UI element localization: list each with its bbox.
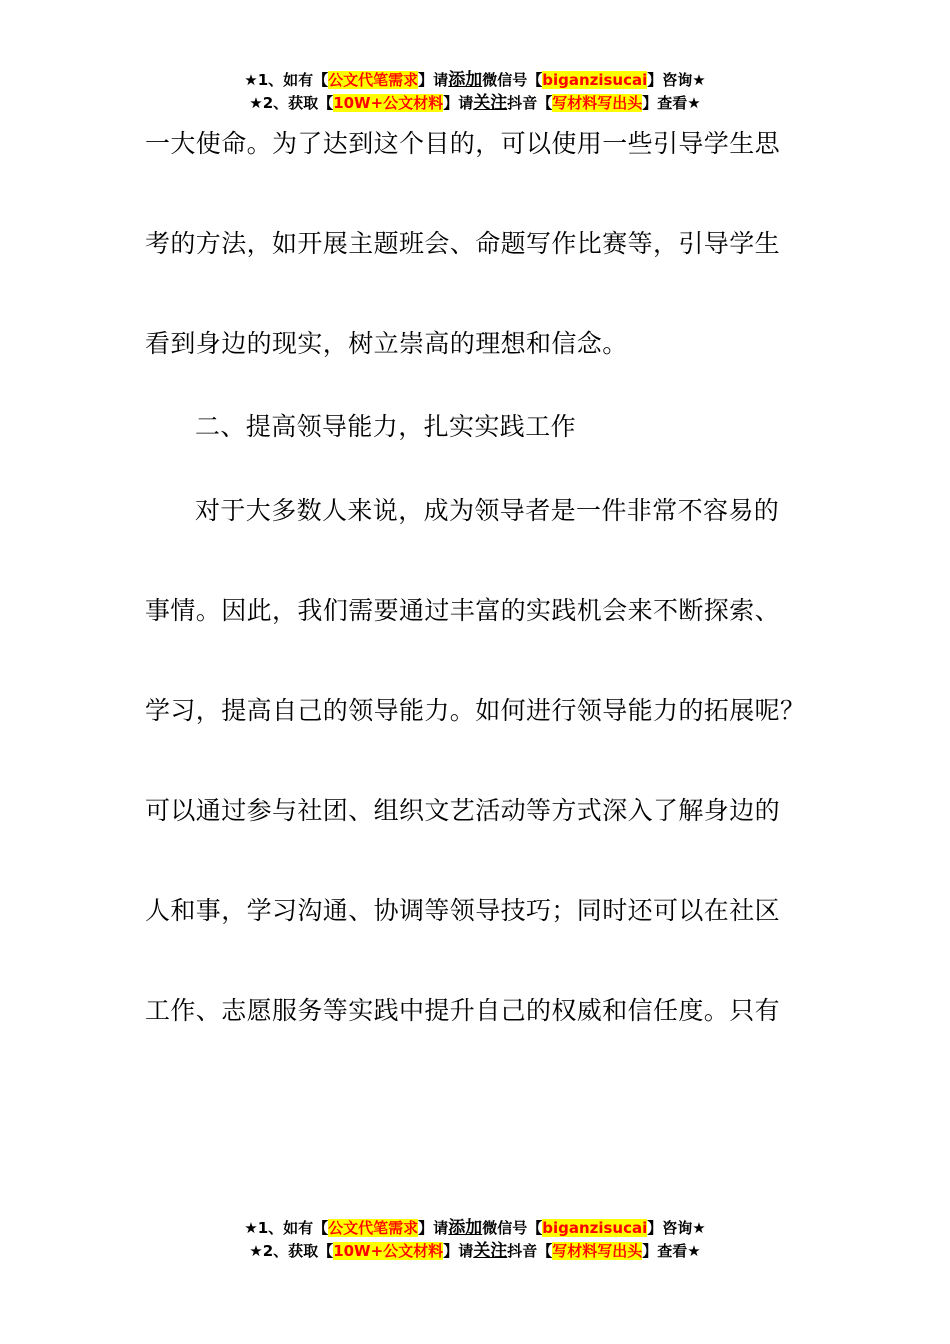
underlined-follow: 关注 xyxy=(473,93,508,113)
paragraph-line: 看到身边的现实，树立崇高的理想和信念。 xyxy=(145,329,628,358)
banner-text: 】咨询★ xyxy=(647,1219,706,1237)
banner-text: 微信号【 xyxy=(482,71,543,89)
footer-banner-line-2 xyxy=(0,1240,950,1263)
banner-text: 微信号【 xyxy=(482,1219,543,1237)
banner-text: 抖音【 xyxy=(507,1242,553,1260)
paragraph-line: 学习，提高自己的领导能力。如何进行领导能力的拓展呢？ xyxy=(145,696,806,725)
highlight-douyin-account: 写材料写出头 xyxy=(552,1242,643,1260)
highlight-douyin-account: 写材料写出头 xyxy=(552,94,643,112)
banner-text: ★1、如有【 xyxy=(244,71,329,89)
banner-text: 】请 xyxy=(443,1242,474,1260)
footer-banner-line-1 xyxy=(0,1217,950,1240)
banner-text: ★2、获取【 xyxy=(249,94,334,112)
footer-banner xyxy=(0,1217,950,1263)
highlight-ghostwriting-service: 公文代笔需求 xyxy=(328,71,419,89)
banner-text: ★2、获取【 xyxy=(249,1242,334,1260)
banner-text: 】请 xyxy=(443,94,474,112)
banner-text: 】查看★ xyxy=(642,1242,701,1260)
paragraph-line: 考的方法，如开展主题班会、命题写作比赛等，引导学生 xyxy=(145,229,781,258)
section-heading: 二、提高领导能力，扎实实践工作 xyxy=(195,412,577,441)
highlight-wechat-id: biganzisucai xyxy=(542,71,648,89)
banner-text: 】请 xyxy=(418,71,449,89)
paragraph-line: 工作、志愿服务等实践中提升自己的权威和信任度。只有 xyxy=(145,996,781,1025)
banner-text: 抖音【 xyxy=(507,94,553,112)
header-banner xyxy=(0,69,950,115)
header-banner-line-2 xyxy=(0,92,950,115)
banner-text: 】请 xyxy=(418,1219,449,1237)
paragraph-line: 人和事，学习沟通、协调等领导技巧；同时还可以在社区 xyxy=(145,896,781,925)
highlight-materials: 10W+公文材料 xyxy=(333,1242,444,1260)
underlined-follow: 关注 xyxy=(473,1241,508,1261)
banner-text: 】咨询★ xyxy=(647,71,706,89)
paragraph-line: 可以通过参与社团、组织文艺活动等方式深入了解身边的 xyxy=(145,796,781,825)
underlined-add: 添加 xyxy=(448,70,483,90)
underlined-add: 添加 xyxy=(448,1218,483,1238)
highlight-materials: 10W+公文材料 xyxy=(333,94,444,112)
banner-text: ★1、如有【 xyxy=(244,1219,329,1237)
highlight-ghostwriting-service: 公文代笔需求 xyxy=(328,1219,419,1237)
paragraph-line: 对于大多数人来说，成为领导者是一件非常不容易的 xyxy=(195,496,780,525)
header-banner-line-1 xyxy=(0,69,950,92)
banner-text: 】查看★ xyxy=(642,94,701,112)
paragraph-line: 事情。因此，我们需要通过丰富的实践机会来不断探索、 xyxy=(145,596,781,625)
highlight-wechat-id: biganzisucai xyxy=(542,1219,648,1237)
paragraph-line: 一大使命。为了达到这个目的，可以使用一些引导学生思 xyxy=(145,129,781,158)
